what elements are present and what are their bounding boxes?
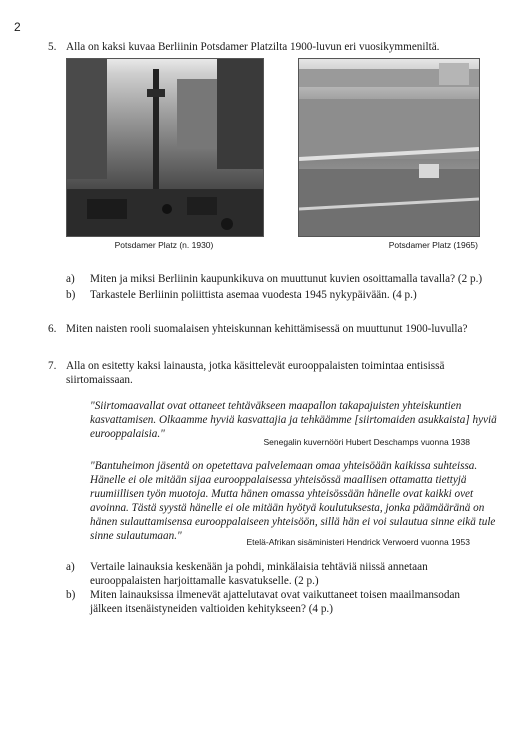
quote-1-attribution: Senegalin kuvernööri Hubert Deschamps vuonna 1938 [263, 437, 470, 447]
photo-potsdamer-platz-1965 [298, 58, 480, 237]
quote-1-line: eurooppalaisia." [90, 428, 165, 440]
question-7-text-line1: Alla on esitetty kaksi lainausta, jotka käsittelevät eurooppalaisten toimintaa entisissä [66, 360, 445, 372]
question-7-text-line2: siirtomaissaan. [66, 374, 133, 386]
street-scene-image [67, 59, 263, 236]
quote-1-line: "Siirtomaavallat ovat ottaneet tehtäväkseen maapallon takapajuisten yhteiskuntien [90, 400, 462, 412]
question-5-text: Alla on kaksi kuvaa Berliinin Potsdamer Platzilta 1900-luvun eri vuosikymmeniltä. [66, 41, 440, 53]
quote-2-line: hänen sulauttamisensa eurooppalaiseen yhteisöön, sillä hän ei voi sulautua sinne eikä tule [90, 516, 496, 528]
empty-square-image [299, 59, 479, 236]
quote-2-line: "Bantuheimon jäsentä on opetettava palvelemaan omaa yhteisöään kaikissa suhteissa. [90, 460, 478, 472]
photo-potsdamer-platz-1930 [66, 58, 264, 237]
question-7a-line1: Vertaile lainauksia keskenään ja pohdi, minkälaisia tehtäviä niissä annetaan [90, 561, 428, 573]
question-7a-line2: eurooppalaisten harjoittamalle kasvatukselle. (2 p.) [90, 575, 319, 587]
quote-2-line: Hänelle ei ole mitään sijaa eurooppalaisessa yhteisössä maallisen ottamatta tiettyjä [90, 474, 467, 486]
quote-2-line: avoinna. Tästä syystä hänelle ei ole mitään hyötyä koulutuksesta, jonka päämääränä on [90, 502, 485, 514]
question-7b-line2: jälkeen itsenäistyneiden valtioiden kehitykseen? (4 p.) [90, 603, 333, 615]
photo2-caption: Potsdamer Platz (1965) [388, 240, 478, 250]
photo1-caption: Potsdamer Platz (n. 1930) [114, 240, 214, 250]
question-6-text: Miten naisten rooli suomalaisen yhteiskunnan kehittämisessä on muuttunut 1900-luvulla? [66, 323, 468, 335]
question-5b-label: b) [66, 289, 76, 301]
question-7b-label: b) [66, 589, 76, 601]
question-5-number: 5. [48, 41, 57, 53]
question-5a-text: Miten ja miksi Berliinin kaupunkikuva on muuttunut kuvien osoittamalla tavalla? (2 p.) [90, 273, 483, 285]
question-6-number: 6. [48, 323, 57, 335]
page-number: 2 [14, 20, 21, 34]
question-7b-line1: Miten lainauksissa ilmenevät ajattelutavat ovat vaikuttaneet toisen maailmansodan [90, 589, 461, 601]
question-5a-label: a) [66, 273, 75, 285]
quote-2-attribution: Etelä-Afrikan sisäministeri Hendrick Verwoerd vuonna 1953 [246, 537, 470, 547]
quote-2-line: sinne sulautumaan." [90, 530, 182, 542]
question-5b-text: Tarkastele Berliinin poliittista asemaa vuodesta 1945 nykypäivään. (4 p.) [90, 289, 417, 301]
quote-1-line: kasvattamisen. Olkaamme hyviä kasvattajia ja tehkäämme [siirtomaiden asukkaista] hyviä [90, 414, 497, 426]
question-7-number: 7. [48, 360, 57, 372]
quote-2-line: ruumiillisen työn muotoja. Mutta hänen omassa yhteisössään hänelle ovat kaikki ovet [90, 488, 474, 500]
question-7a-label: a) [66, 561, 75, 573]
